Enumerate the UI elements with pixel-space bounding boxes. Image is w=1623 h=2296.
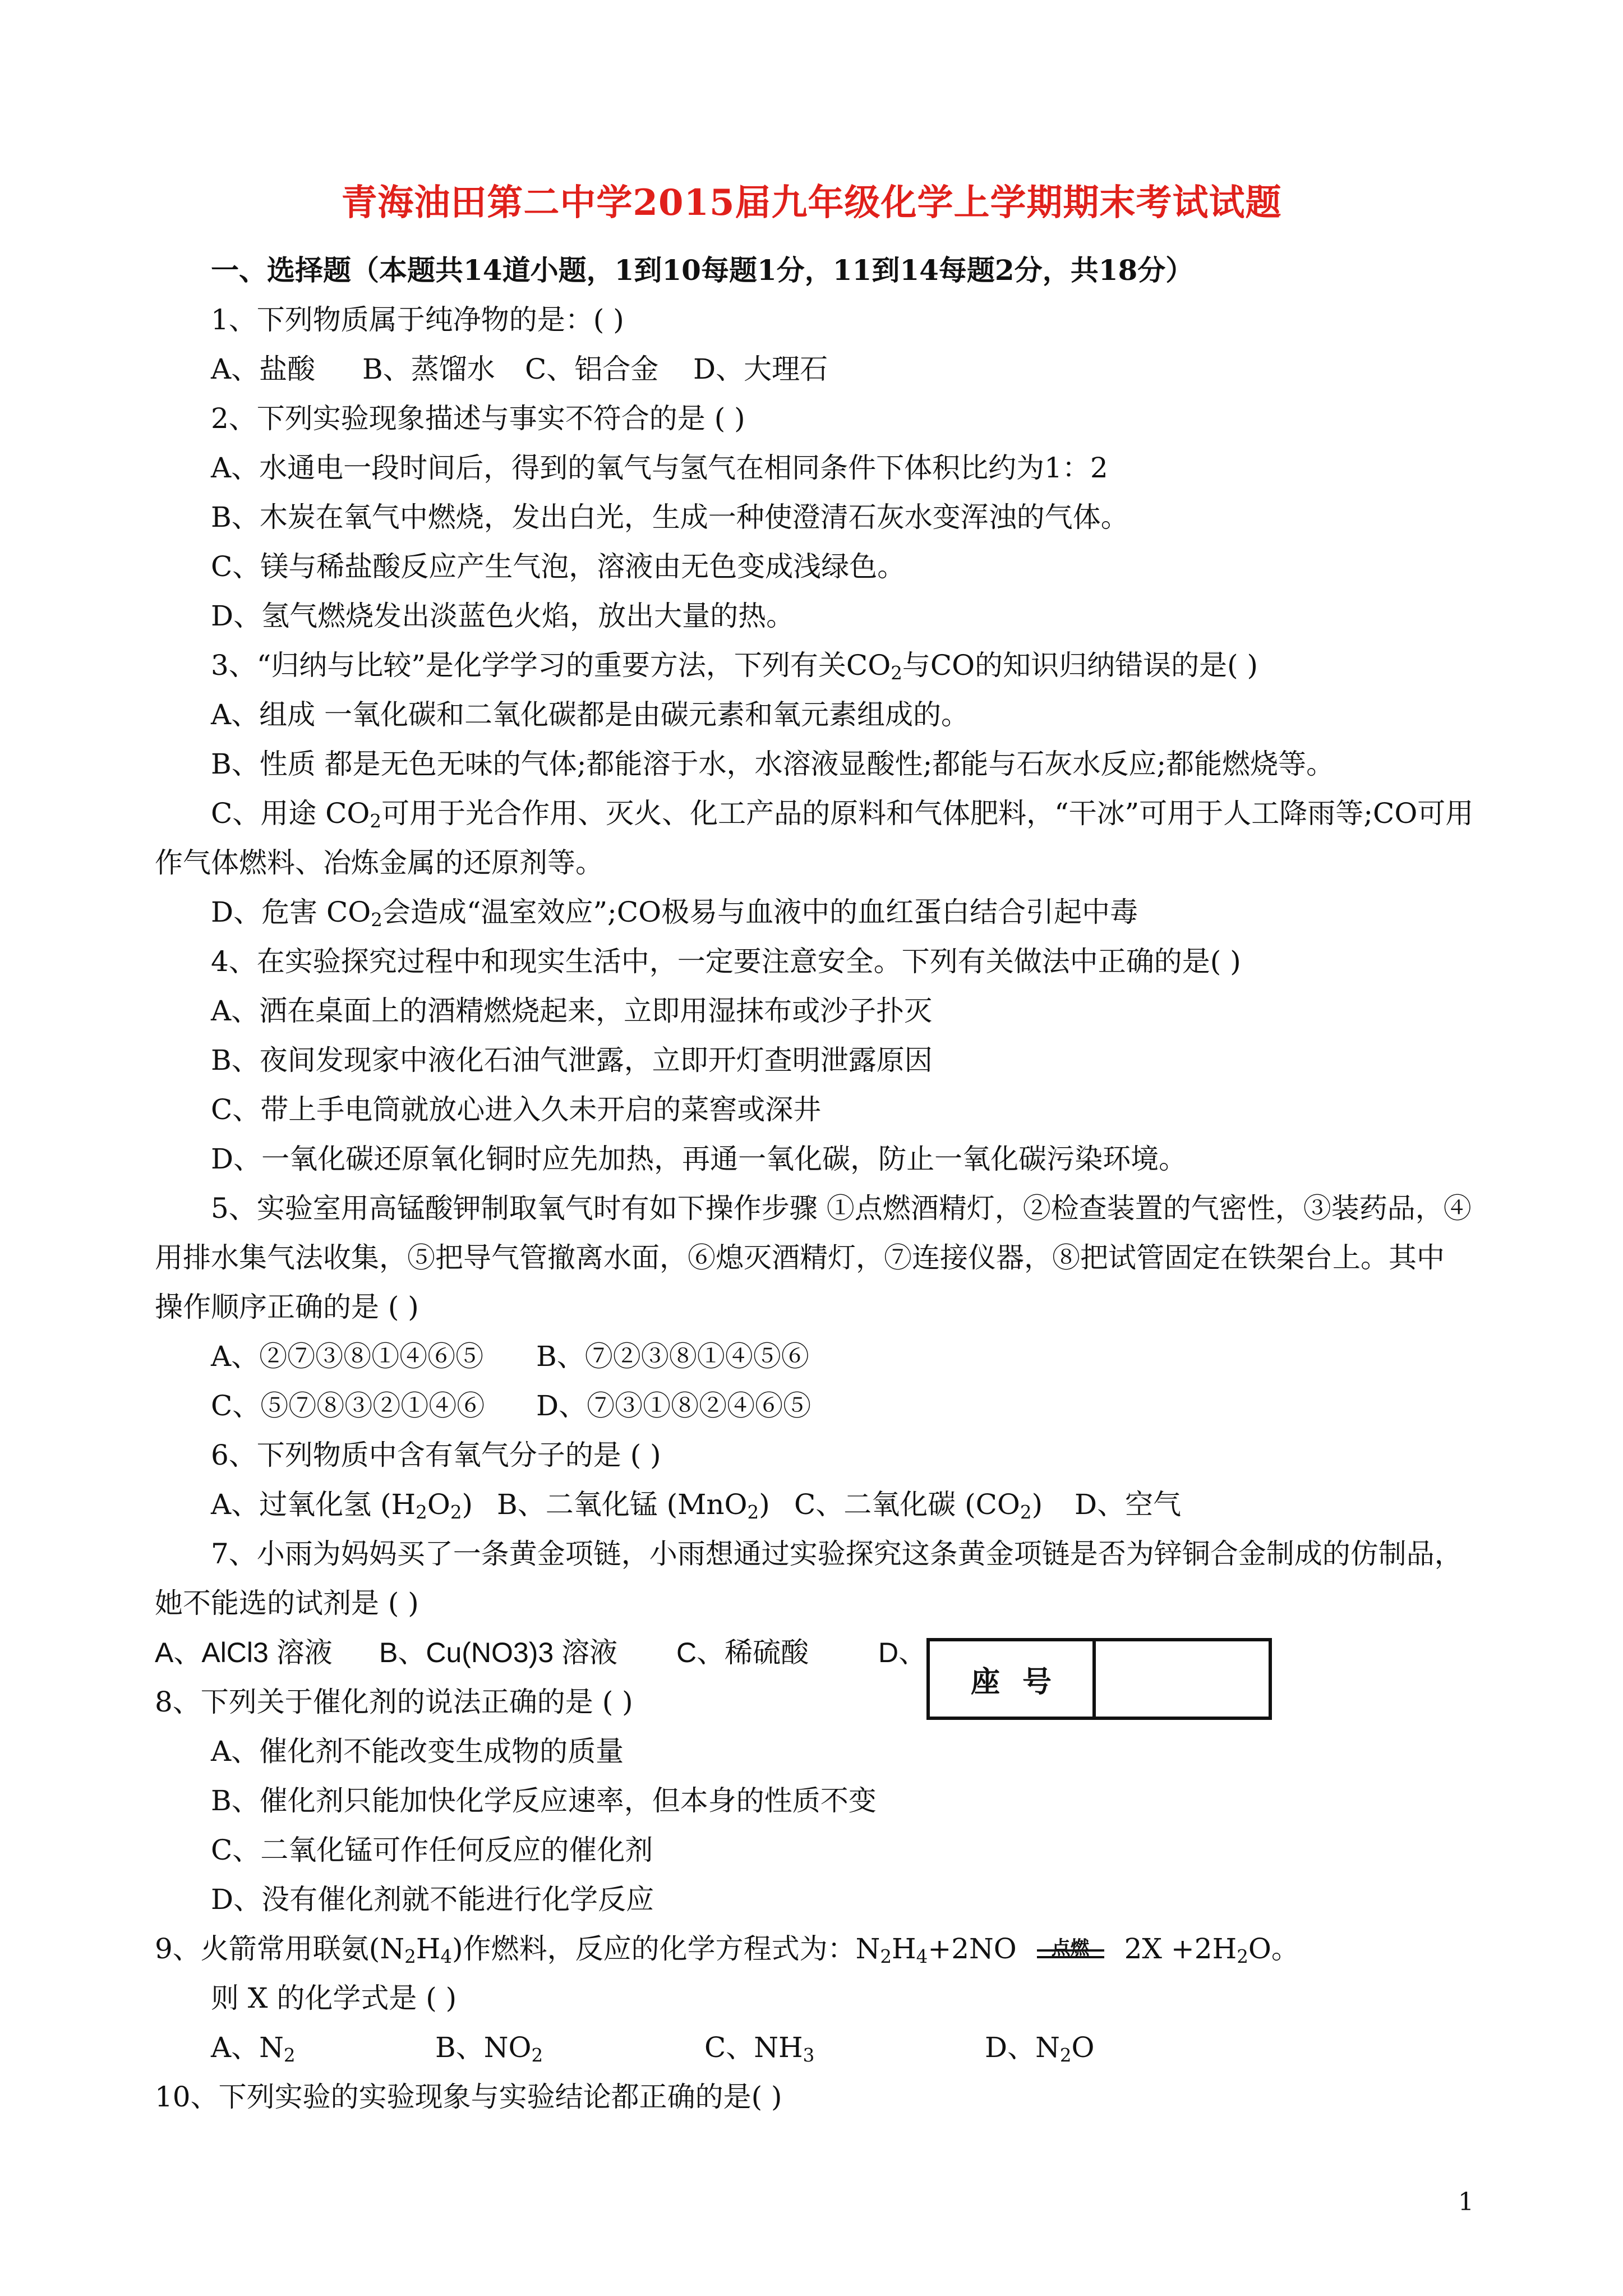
option-c: C、⑤⑦⑧③②①④⑥ xyxy=(211,1389,485,1422)
question-2-option-b: B、木炭在氧气中燃烧，发出白光，生成一种使澄清石灰水变浑浊的气体。 xyxy=(211,501,1129,533)
question-3-stem: 3、“归纳与比较”是化学学习的重要方法，下列有关$CO_2$与CO的知识归纳错误的是( ) xyxy=(211,649,1258,684)
seat-number-field[interactable] xyxy=(1096,1641,1269,1717)
question-7-stem-line2: 她不能选的试剂是 ( ) xyxy=(155,1587,419,1619)
option-b: B、NO2 xyxy=(435,2031,543,2067)
section-heading: 一、选择题（本题共14道小题，1到10每题1分，11到14每题2分，共18分） xyxy=(211,254,1194,287)
question-4-option-c: C、带上手电筒就放心进入久未开启的菜窖或深井 xyxy=(211,1093,822,1126)
option-c: C、铝合金 xyxy=(525,353,659,385)
question-9-prompt: 则 X 的化学式是 ( ) xyxy=(211,1982,457,2014)
question-8-option-d: D、没有催化剂就不能进行化学反应 xyxy=(211,1883,654,1916)
question-6-options xyxy=(211,1488,1181,1529)
question-7-stem-line1: 7、小雨为妈妈买了一条黄金项链，小雨想通过实验探究这条黄金项链是否为锌铜合金制成的仿制品， xyxy=(211,1538,1463,1570)
option-a: A、N2 xyxy=(211,2031,296,2067)
option-d: D、空气 xyxy=(1075,1488,1182,1521)
seat-number-label: 座号 xyxy=(930,1641,1096,1717)
option-d: D、N2O xyxy=(985,2031,1095,2067)
question-4-option-d: D、一氧化碳还原氧化铜时应先加热，再通一氧化碳，防止一氧化碳污染环境。 xyxy=(211,1143,1187,1175)
question-2-option-a: A、水通电一段时间后，得到的氧气与氢气在相同条件下体积比约为1：2 xyxy=(211,452,1108,484)
question-5-options-ab xyxy=(211,1340,809,1373)
question-8-option-b: B、催化剂只能加快化学反应速率，但本身的性质不变 xyxy=(211,1784,877,1817)
option-d: D、⑦③①⑧②④⑥⑤ xyxy=(536,1389,811,1422)
reaction-condition: 点燃 xyxy=(1037,1953,1104,1958)
question-3-option-a: A、组成 一氧化碳和二氧化碳都是由碳元素和氧元素组成的。 xyxy=(211,698,970,731)
question-8-option-c: C、二氧化锰可作任何反应的催化剂 xyxy=(211,1834,653,1866)
question-1-options xyxy=(211,352,828,386)
option-b: B、二氧化锰 (MnO2) xyxy=(497,1488,770,1524)
question-4-stem: 4、在实验探究过程中和现实生活中，一定要注意安全。下列有关做法中正确的是( ) xyxy=(211,945,1241,978)
option-b: B、⑦②③⑧①④⑤⑥ xyxy=(536,1340,809,1373)
question-2-option-d: D、氢气燃烧发出淡蓝色火焰，放出大量的热。 xyxy=(211,600,795,632)
question-3-option-d: D、危害 $CO_2$会造成“温室效应”;CO极易与血液中的血红蛋白结合引起中毒 xyxy=(211,896,1138,931)
option-a: A、过氧化氢 (H2O2) xyxy=(211,1488,473,1524)
question-6-stem: 6、下列物质中含有氧气分子的是 ( ) xyxy=(211,1439,661,1471)
question-9-stem: 9、火箭常用联氨$(N_2H_4)$作燃料，反应的化学方程式为：$N_2H_4+2NO$ 点燃 $2X +2H_2O$。 xyxy=(155,1932,1299,1968)
option-c: C、二氧化碳 (CO2) xyxy=(794,1488,1043,1524)
question-2-option-c: C、镁与稀盐酸反应产生气泡，溶液由无色变成浅绿色。 xyxy=(211,550,906,583)
option-a: A、盐酸 xyxy=(211,353,316,385)
option-c: C、NH3 xyxy=(704,2031,815,2067)
option-b: B、蒸馏水 xyxy=(362,353,495,385)
option-d: D、大理石 xyxy=(693,353,828,385)
question-3-option-b: B、性质 都是无色无味的气体;都能溶于水，水溶液显酸性;都能与石灰水反应;都能燃烧等。 xyxy=(211,748,1335,780)
question-9-options xyxy=(211,2031,1095,2072)
page-number: 1 xyxy=(1458,2188,1474,2216)
option-a: A、②⑦③⑧①④⑥⑤ xyxy=(211,1340,484,1373)
question-2-stem: 2、下列实验现象描述与事实不符合的是 ( ) xyxy=(211,402,745,435)
question-5-stem-line1: 5、实验室用高锰酸钾制取氧气时有如下操作步骤 ①点燃酒精灯，②检查装置的气密性，③装药品，④ xyxy=(211,1192,1472,1225)
question-7-options xyxy=(155,1636,926,1669)
option-b: B、Cu(NO3)3 溶液 xyxy=(379,1637,618,1668)
question-5-options-cd xyxy=(211,1389,811,1423)
option-d: D、 xyxy=(878,1637,927,1668)
question-1-stem: 1、下列物质属于纯净物的是：( ) xyxy=(211,303,624,336)
question-8-stem: 8、下列关于催化剂的说法正确的是 ( ) xyxy=(155,1686,633,1718)
page-title: 青海油田第二中学2015届九年级化学上学期期末考试试题 xyxy=(341,182,1282,224)
seat-number-box xyxy=(926,1638,1272,1720)
question-3-option-c-continued: 作气体燃料、冶炼金属的还原剂等。 xyxy=(155,846,603,879)
question-8-option-a: A、催化剂不能改变生成物的质量 xyxy=(211,1735,624,1768)
question-5-stem-line3: 操作顺序正确的是 ( ) xyxy=(155,1291,419,1323)
question-5-stem-line2: 用排水集气法收集，⑤把导气管撤离水面，⑥熄灭酒精灯，⑦连接仪器，⑧把试管固定在铁架台上。其中 xyxy=(155,1241,1445,1274)
question-4-option-b: B、夜间发现家中液化石油气泄露，立即开灯查明泄露原因 xyxy=(211,1044,933,1076)
question-4-option-a: A、洒在桌面上的酒精燃烧起来，立即用湿抹布或沙子扑灭 xyxy=(211,995,933,1027)
question-10-stem: 10、下列实验的实验现象与实验结论都正确的是( ) xyxy=(155,2081,782,2113)
question-3-option-c: C、用途 $CO_2$可用于光合作用、灭火、化工产品的原料和气体肥料，“干冰”可用于人工降雨等;CO可用 xyxy=(211,797,1474,832)
option-c: C、稀硫酸 xyxy=(676,1637,809,1668)
option-a: A、AlCl3 溶液 xyxy=(155,1637,333,1668)
